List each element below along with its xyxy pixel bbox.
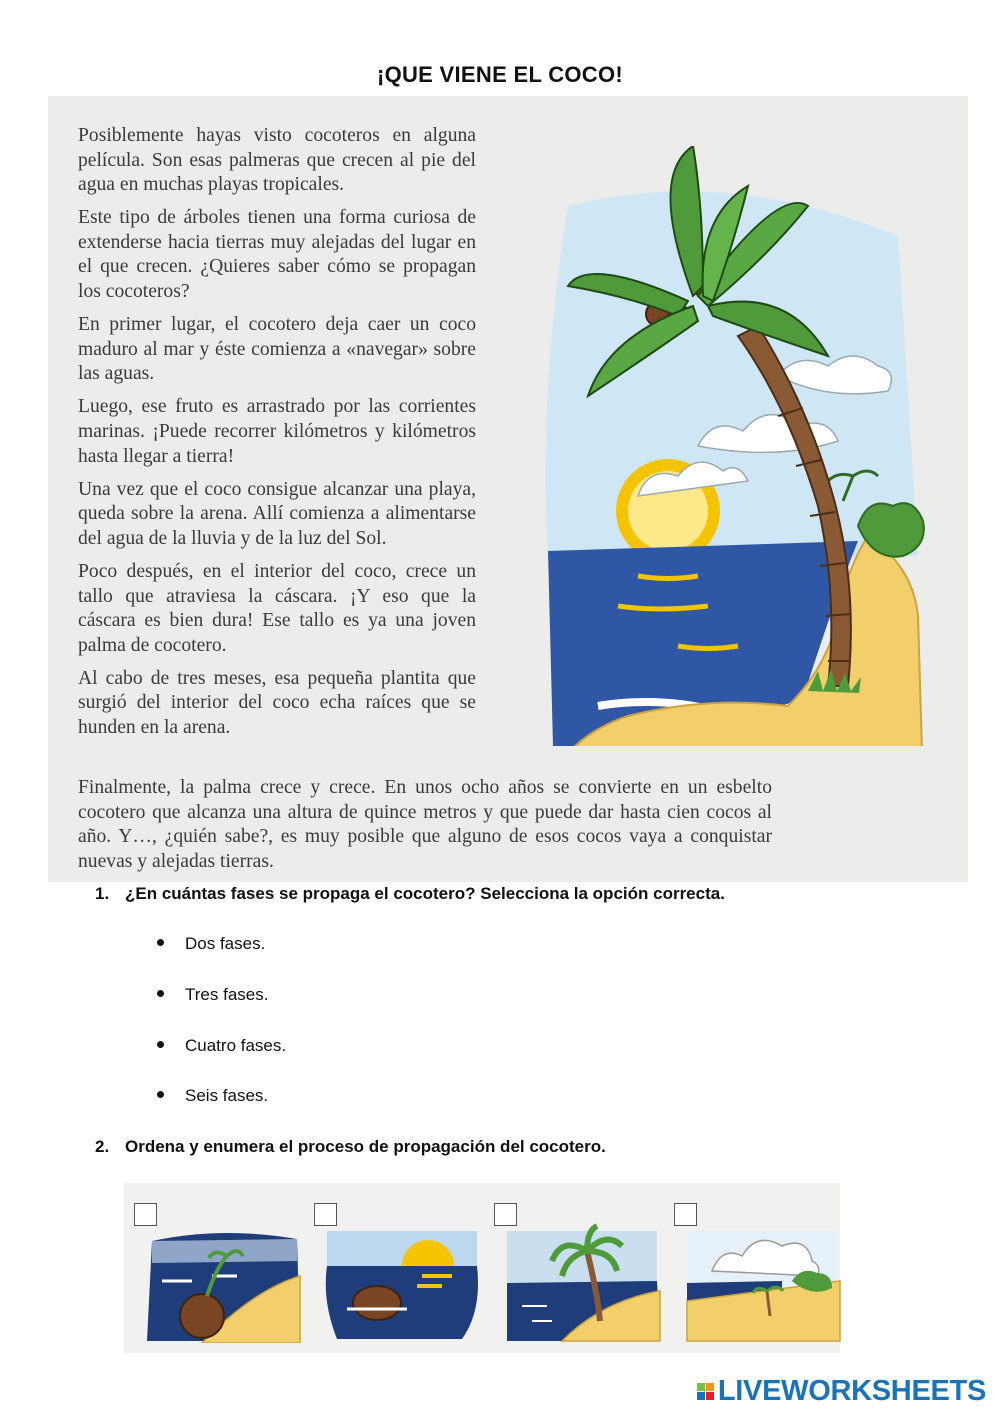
reading-paragraph: En primer lugar, el cocotero deja caer un coco maduro al mar y éste comienza a «navegar» sobre las aguas. (78, 314, 476, 385)
palm-with-clouds-image (682, 1221, 842, 1343)
liveworksheets-icon (697, 1383, 714, 1400)
brand-logo (697, 1374, 986, 1408)
sequence-item (130, 1201, 300, 1351)
option-label: Dos fases. (185, 934, 266, 953)
sequence-item (490, 1201, 660, 1351)
answer-option[interactable] (157, 985, 268, 1005)
answer-option[interactable] (157, 1086, 268, 1106)
coconut-sprouting-image (142, 1221, 302, 1343)
reading-paragraph: Al cabo de tres meses, esa pequeña plantita que surgió del interior del coco echa raíces que se hunden en la arena. (78, 667, 476, 739)
reading-text (78, 124, 476, 749)
reading-scan (48, 96, 968, 882)
sequence-item (310, 1201, 480, 1351)
palm-beach-illustration (528, 146, 928, 746)
bullet-icon (157, 990, 164, 997)
reading-final-paragraph: Finalmente, la palma crece y crece. En unos ocho años se convierte en un esbelto cocotero que alcanza una altura de quince metros y que puede dar hasta cien cocos al año. Y…, ¿quién sabe?, es muy posible que alguno de esos cocos vaya a conquistar nuevas y alejadas tierras. (78, 777, 772, 872)
reading-paragraph: Posiblemente hayas visto cocoteros en alguna película. Son esas palmeras que crecen al pie del agua en muchas playas tropicales. (78, 125, 476, 196)
reading-paragraph: Poco después, en el interior del coco, crece un tallo que atraviesa la cáscara. ¡Y eso que la cáscara es bien dura! Ese tallo es ya una joven palma de cocotero. (78, 561, 476, 656)
option-label: Tres fases. (185, 985, 269, 1004)
question-1 (95, 884, 725, 904)
question-number: 2. (95, 1137, 110, 1156)
reading-paragraph: Este tipo de árboles tienen una forma curiosa de extenderse hacia tierras muy alejadas del lugar en el que crecen. ¿Quieres saber cómo se propagan los cocoteros? (78, 207, 476, 303)
answer-option[interactable] (157, 934, 265, 954)
brand-name: LIVEWORKSHEETS (717, 1374, 986, 1407)
question-number: 1. (95, 884, 110, 903)
question-text: Ordena y enumera el proceso de propagación del cocotero. (125, 1137, 606, 1156)
coconut-floating-image (322, 1221, 482, 1343)
page-title: ¡QUE VIENE EL COCO! (376, 62, 624, 87)
bullet-icon (157, 1091, 164, 1098)
reading-paragraph: Una vez que el coco consigue alcanzar una playa, queda sobre la arena. Allí comienza a alimentarse del agua de la lluvia y de la luz del Sol. (78, 478, 476, 549)
question-text: ¿En cuántas fases se propaga el cocotero? Selecciona la opción correcta. (125, 884, 725, 903)
sequence-item (670, 1201, 840, 1351)
reading-paragraph: Luego, ese fruto es arrastrado por las corrientes marinas. ¡Puede recorrer kilómetros y kilómetros hasta llegar a tierra! (78, 396, 476, 467)
bullet-icon (157, 1041, 164, 1048)
question-2 (95, 1137, 606, 1157)
option-label: Seis fases. (185, 1086, 269, 1105)
young-palm-image (502, 1221, 662, 1343)
option-label: Cuatro fases. (185, 1036, 287, 1055)
sequence-strip (124, 1183, 840, 1353)
bullet-icon (157, 939, 164, 946)
answer-option[interactable] (157, 1036, 286, 1056)
